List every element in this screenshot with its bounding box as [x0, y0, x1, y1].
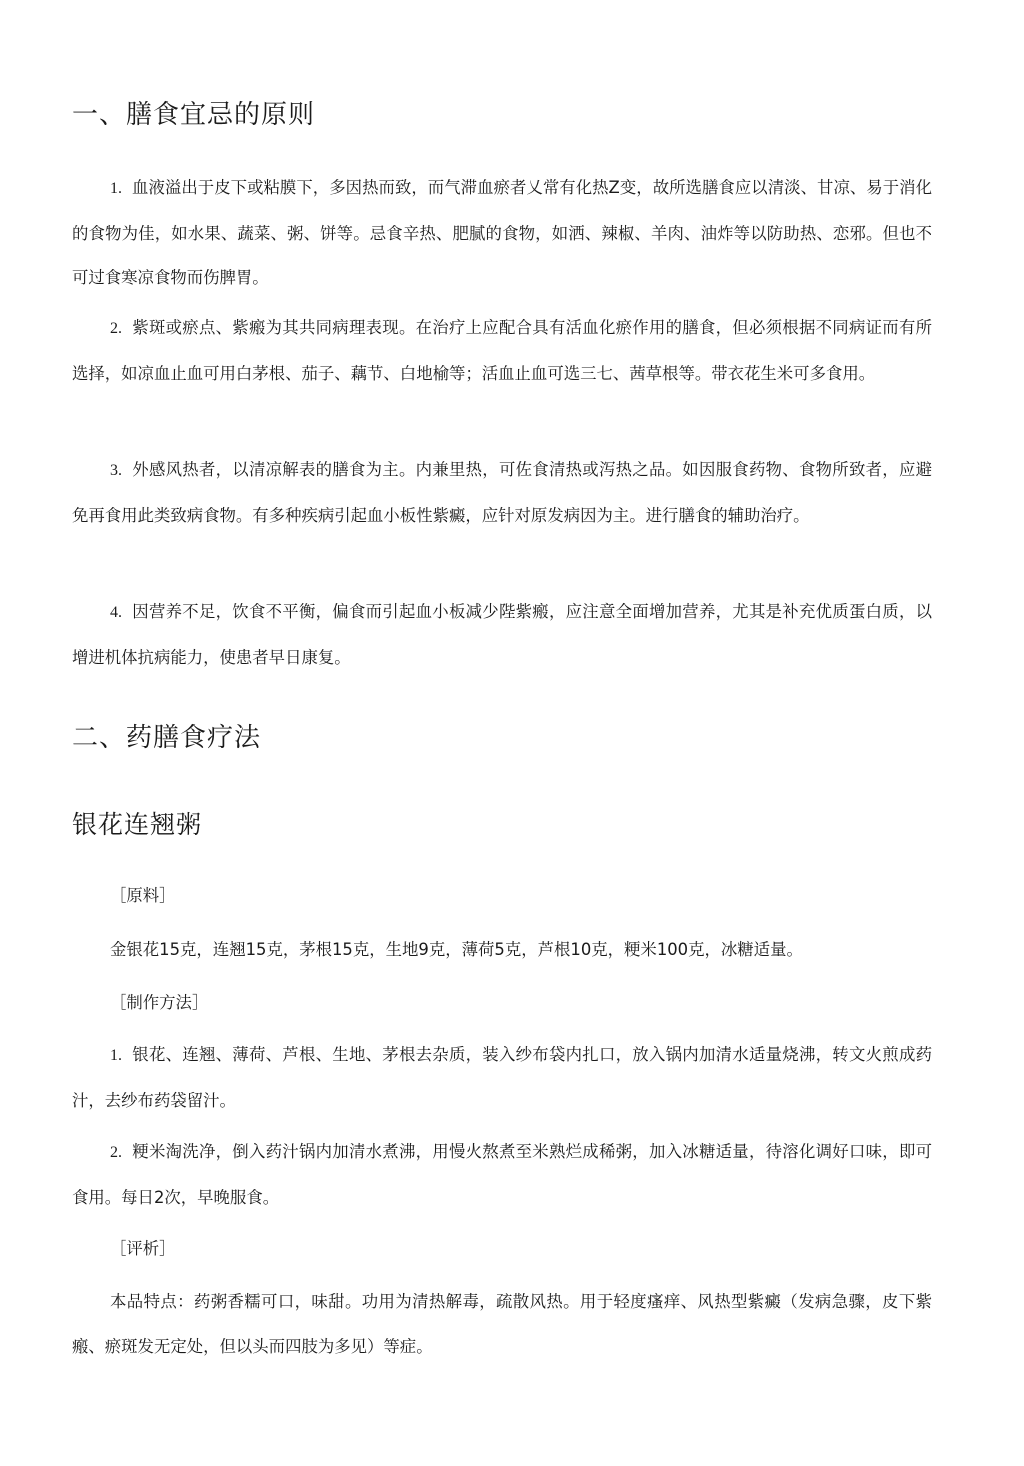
step-number: 2. [110, 1144, 122, 1161]
recipe-title: 银花连翘粥 [72, 810, 203, 839]
ingredients-text: 金银花15克，连翘15克，茅根15克，生地9克，薄荷5克，芦根10克，粳米100克，冰糖适量。 [110, 940, 803, 959]
item-number: 3. [110, 462, 122, 479]
principle-item-3 [72, 448, 932, 538]
analysis-label: ［评析］ [110, 1239, 176, 1258]
step-text: 粳米淘洗净，倒入药汁锅内加清水煮沸，用慢火熬煮至米熟烂成稀粥，加入冰糖适量，待溶化调好口味，即可食用。每日2次，早晚服食。 [72, 1142, 932, 1207]
item-text: 因营养不足，饮食不平衡，偏食而引起血小板减少陛紫瘢，应注意全面增加营养，尤其是补充优质蛋白质，以增进机体抗病能力，使患者早日康复。 [72, 602, 932, 667]
section-1-title: 一、膳食宜忌的原则 [72, 100, 316, 130]
item-text: 血液溢出于皮下或粘膜下，多因热而致，而气滞血瘀者乂常有化热Z变，故所选膳食应以清淡、甘凉、易于消化的食物为佳，如水果、蔬菜、粥、饼等。忌食辛热、肥腻的食物，如洒、辣椒、羊肉、油炸等以防助热、恋邪。但也不可过食寒凉食物而伤脾胃。 [72, 178, 932, 287]
principle-item-4 [72, 590, 932, 680]
ingredients-label: ［原料］ [110, 886, 176, 905]
item-number: 2. [110, 320, 122, 337]
item-number: 4. [110, 604, 122, 621]
section-2-title: 二、药膳食疗法 [72, 723, 262, 753]
item-text: 紫斑或瘀点、紫瘢为其共同病理表现。在治疗上应配合具有活血化瘀作用的膳食，但必须根据不同病证而有所选择，如凉血止血可用白茅根、茄子、藕节、白地榆等；活血止血可选三七、茜草根等。带衣花生米可多食用。 [72, 318, 932, 383]
step-number: 1. [110, 1047, 122, 1064]
method-step-2 [72, 1130, 932, 1220]
analysis-text: 本品特点：药粥香糯可口，味甜。功用为清热解毒，疏散风热。用于轻度瘙痒、风热型紫癜（发病急骤，皮下紫瘢、瘀斑发无定处，但以头而四肢为多见）等症。 [72, 1292, 932, 1356]
step-text: 银花、连翘、薄荷、芦根、生地、茅根去杂质，装入纱布袋内扎口，放入锅内加清水适量烧沸，转文火煎成药汁，去纱布药袋留汁。 [72, 1045, 932, 1110]
method-step-1 [72, 1033, 932, 1123]
item-number: 1. [110, 180, 122, 197]
method-label: ［制作方法］ [110, 993, 209, 1012]
item-text: 外感风热者，以清凉解表的膳食为主。内兼里热，可佐食清热或泻热之品。如因服食药物、食物所致者，应避免再食用此类致病食物。有多种疾病引起血小板性紫癜，应针对原发病因为主。进行膳食的辅助治疗。 [72, 460, 932, 525]
principle-item-1 [72, 166, 932, 301]
principle-item-2 [72, 306, 932, 396]
